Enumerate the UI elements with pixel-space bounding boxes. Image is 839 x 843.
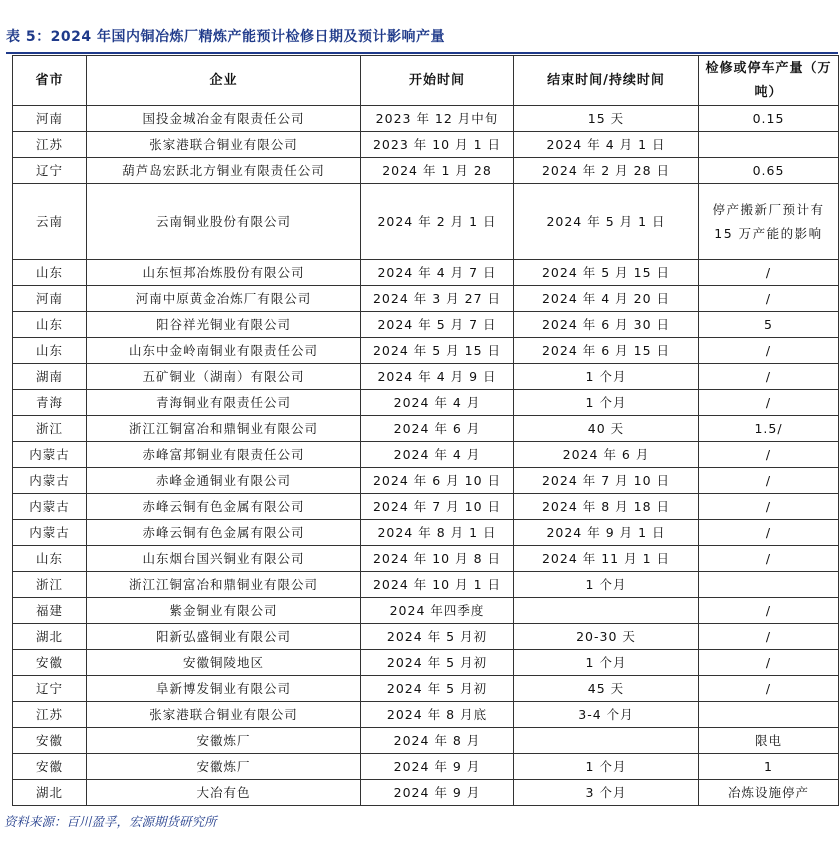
cell-province: 安徽 <box>13 728 87 754</box>
table-row <box>13 312 839 338</box>
table-row <box>13 598 839 624</box>
cell-end-duration: 3-4 个月 <box>514 702 699 728</box>
cell-start-time: 2024 年 5 月 7 日 <box>361 312 514 338</box>
cell-company: 阜新博发铜业有限公司 <box>87 676 361 702</box>
cell-province: 山东 <box>13 546 87 572</box>
cell-end-duration: 1 个月 <box>514 754 699 780</box>
cell-start-time: 2024 年 2 月 1 日 <box>361 184 514 260</box>
cell-end-duration: 2024 年 8 月 18 日 <box>514 494 699 520</box>
cell-start-time: 2024 年 10 月 8 日 <box>361 546 514 572</box>
cell-province: 江苏 <box>13 132 87 158</box>
table-row <box>13 132 839 158</box>
cell-impact: / <box>699 468 839 494</box>
header-province: 省市 <box>13 56 87 106</box>
header-end-duration: 结束时间/持续时间 <box>514 56 699 106</box>
cell-province: 湖北 <box>13 780 87 806</box>
cell-province: 山东 <box>13 312 87 338</box>
cell-impact: 冶炼设施停产 <box>699 780 839 806</box>
cell-start-time: 2024 年 8 月 <box>361 728 514 754</box>
table-title: 表 5：2024 年国内铜冶炼厂精炼产能预计检修日期及预计影响产量 <box>6 29 445 45</box>
cell-start-time: 2024 年 4 月 <box>361 442 514 468</box>
table-row <box>13 624 839 650</box>
cell-company: 紫金铜业有限公司 <box>87 598 361 624</box>
table-row <box>13 546 839 572</box>
cell-province: 内蒙古 <box>13 494 87 520</box>
table-row <box>13 338 839 364</box>
table-row <box>13 364 839 390</box>
cell-end-duration: 2024 年 9 月 1 日 <box>514 520 699 546</box>
cell-start-time: 2024 年 4 月 9 日 <box>361 364 514 390</box>
cell-impact: / <box>699 390 839 416</box>
header-impact: 检修或停车产量（万吨） <box>699 56 839 106</box>
table-row <box>13 702 839 728</box>
cell-province: 福建 <box>13 598 87 624</box>
cell-end-duration: 3 个月 <box>514 780 699 806</box>
cell-start-time: 2024 年 5 月 15 日 <box>361 338 514 364</box>
cell-province: 内蒙古 <box>13 468 87 494</box>
cell-company: 山东中金岭南铜业有限责任公司 <box>87 338 361 364</box>
cell-company: 赤峰富邦铜业有限责任公司 <box>87 442 361 468</box>
cell-impact: / <box>699 364 839 390</box>
cell-province: 山东 <box>13 338 87 364</box>
cell-end-duration: 2024 年 5 月 15 日 <box>514 260 699 286</box>
cell-impact: / <box>699 650 839 676</box>
cell-impact: 停产搬新厂预计有 15 万产能的影响 <box>699 184 839 260</box>
cell-start-time: 2023 年 10 月 1 日 <box>361 132 514 158</box>
table-row <box>13 468 839 494</box>
table-row <box>13 390 839 416</box>
cell-impact: 限电 <box>699 728 839 754</box>
header-company: 企业 <box>87 56 361 106</box>
cell-impact: 0.15 <box>699 106 839 132</box>
cell-end-duration: 45 天 <box>514 676 699 702</box>
cell-start-time: 2024 年 10 月 1 日 <box>361 572 514 598</box>
table-row <box>13 260 839 286</box>
cell-impact: / <box>699 338 839 364</box>
cell-end-duration: 2024 年 4 月 1 日 <box>514 132 699 158</box>
cell-province: 安徽 <box>13 754 87 780</box>
cell-province: 青海 <box>13 390 87 416</box>
cell-province: 内蒙古 <box>13 520 87 546</box>
header-start-time: 开始时间 <box>361 56 514 106</box>
cell-company: 张家港联合铜业有限公司 <box>87 132 361 158</box>
cell-company: 云南铜业股份有限公司 <box>87 184 361 260</box>
cell-start-time: 2024 年 4 月 <box>361 390 514 416</box>
cell-company: 安徽铜陵地区 <box>87 650 361 676</box>
cell-company: 葫芦岛宏跃北方铜业有限责任公司 <box>87 158 361 184</box>
cell-start-time: 2024 年 5 月初 <box>361 650 514 676</box>
cell-company: 阳新弘盛铜业有限公司 <box>87 624 361 650</box>
table-row <box>13 572 839 598</box>
cell-company: 赤峰云铜有色金属有限公司 <box>87 494 361 520</box>
cell-company: 山东恒邦冶炼股份有限公司 <box>87 260 361 286</box>
cell-company: 山东烟台国兴铜业有限公司 <box>87 546 361 572</box>
cell-province: 河南 <box>13 286 87 312</box>
cell-company: 浙江江铜富冶和鼎铜业有限公司 <box>87 416 361 442</box>
cell-province: 浙江 <box>13 416 87 442</box>
cell-province: 浙江 <box>13 572 87 598</box>
cell-company: 青海铜业有限责任公司 <box>87 390 361 416</box>
cell-end-duration: 1 个月 <box>514 364 699 390</box>
cell-start-time: 2024 年 6 月 10 日 <box>361 468 514 494</box>
table-header-row <box>13 56 839 106</box>
cell-start-time: 2024 年 5 月初 <box>361 676 514 702</box>
table-row <box>13 184 839 260</box>
cell-province: 辽宁 <box>13 158 87 184</box>
cell-start-time: 2024 年 7 月 10 日 <box>361 494 514 520</box>
cell-start-time: 2024 年 8 月 1 日 <box>361 520 514 546</box>
table-row <box>13 676 839 702</box>
cell-end-duration: 2024 年 4 月 20 日 <box>514 286 699 312</box>
cell-impact: / <box>699 546 839 572</box>
cell-start-time: 2023 年 12 月中旬 <box>361 106 514 132</box>
cell-start-time: 2024 年 3 月 27 日 <box>361 286 514 312</box>
cell-end-duration <box>514 728 699 754</box>
cell-end-duration: 2024 年 6 月 <box>514 442 699 468</box>
cell-impact: 1 <box>699 754 839 780</box>
cell-province: 辽宁 <box>13 676 87 702</box>
cell-company: 国投金城冶金有限责任公司 <box>87 106 361 132</box>
cell-start-time: 2024 年 8 月底 <box>361 702 514 728</box>
cell-end-duration: 2024 年 11 月 1 日 <box>514 546 699 572</box>
cell-impact: / <box>699 494 839 520</box>
cell-impact: 1.5/ <box>699 416 839 442</box>
cell-company: 阳谷祥光铜业有限公司 <box>87 312 361 338</box>
cell-end-duration: 40 天 <box>514 416 699 442</box>
cell-province: 江苏 <box>13 702 87 728</box>
table-row <box>13 650 839 676</box>
cell-end-duration: 2024 年 5 月 1 日 <box>514 184 699 260</box>
table-row <box>13 106 839 132</box>
cell-impact: 0.65 <box>699 158 839 184</box>
cell-province: 山东 <box>13 260 87 286</box>
cell-impact: 5 <box>699 312 839 338</box>
cell-end-duration: 1 个月 <box>514 390 699 416</box>
cell-impact <box>699 702 839 728</box>
cell-impact <box>699 572 839 598</box>
cell-start-time: 2024 年 5 月初 <box>361 624 514 650</box>
cell-impact: / <box>699 676 839 702</box>
cell-end-duration <box>514 598 699 624</box>
cell-start-time: 2024 年 9 月 <box>361 780 514 806</box>
cell-impact: / <box>699 442 839 468</box>
cell-start-time: 2024 年 1 月 28 <box>361 158 514 184</box>
cell-impact: / <box>699 520 839 546</box>
cell-province: 湖南 <box>13 364 87 390</box>
cell-end-duration: 15 天 <box>514 106 699 132</box>
cell-end-duration: 1 个月 <box>514 650 699 676</box>
table-body <box>13 106 839 806</box>
cell-impact: / <box>699 598 839 624</box>
cell-province: 内蒙古 <box>13 442 87 468</box>
cell-end-duration: 2024 年 7 月 10 日 <box>514 468 699 494</box>
cell-company: 浙江江铜富冶和鼎铜业有限公司 <box>87 572 361 598</box>
cell-province: 湖北 <box>13 624 87 650</box>
cell-end-duration: 2024 年 6 月 15 日 <box>514 338 699 364</box>
table-row <box>13 728 839 754</box>
cell-company: 张家港联合铜业有限公司 <box>87 702 361 728</box>
cell-company: 安徽炼厂 <box>87 754 361 780</box>
cell-company: 安徽炼厂 <box>87 728 361 754</box>
cell-province: 云南 <box>13 184 87 260</box>
maintenance-table <box>12 55 839 806</box>
cell-end-duration: 1 个月 <box>514 572 699 598</box>
cell-impact <box>699 132 839 158</box>
table-row <box>13 442 839 468</box>
cell-province: 安徽 <box>13 650 87 676</box>
cell-company: 赤峰金通铜业有限公司 <box>87 468 361 494</box>
table-row <box>13 754 839 780</box>
cell-company: 大冶有色 <box>87 780 361 806</box>
table-row <box>13 780 839 806</box>
table-row <box>13 286 839 312</box>
cell-start-time: 2024 年 9 月 <box>361 754 514 780</box>
cell-start-time: 2024 年 4 月 7 日 <box>361 260 514 286</box>
table-row <box>13 416 839 442</box>
title-underline <box>6 52 838 54</box>
table-row <box>13 494 839 520</box>
cell-impact: / <box>699 260 839 286</box>
source-note: 资料来源：百川盈孚，宏源期货研究所 <box>4 814 217 829</box>
cell-company: 河南中原黄金冶炼厂有限公司 <box>87 286 361 312</box>
cell-start-time: 2024 年 6 月 <box>361 416 514 442</box>
cell-company: 五矿铜业（湖南）有限公司 <box>87 364 361 390</box>
cell-impact: / <box>699 286 839 312</box>
cell-end-duration: 20-30 天 <box>514 624 699 650</box>
table-row <box>13 520 839 546</box>
cell-start-time: 2024 年四季度 <box>361 598 514 624</box>
cell-end-duration: 2024 年 6 月 30 日 <box>514 312 699 338</box>
table-row <box>13 158 839 184</box>
cell-end-duration: 2024 年 2 月 28 日 <box>514 158 699 184</box>
cell-company: 赤峰云铜有色金属有限公司 <box>87 520 361 546</box>
cell-province: 河南 <box>13 106 87 132</box>
cell-impact: / <box>699 624 839 650</box>
